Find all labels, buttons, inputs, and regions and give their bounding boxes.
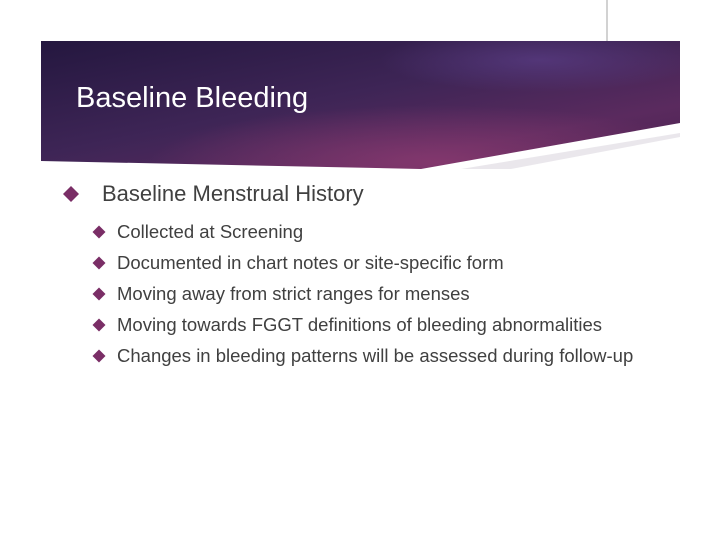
heading-bullet-item <box>62 181 364 207</box>
list-item-text: Changes in bleeding patterns will be assessed during follow-up <box>117 344 634 366</box>
list-item-text: Collected at Screening <box>117 220 304 242</box>
diamond-icon <box>62 185 80 203</box>
content-heading: Baseline Menstrual History <box>102 181 364 206</box>
sub-bullet-list <box>92 216 633 371</box>
decorative-line <box>606 0 608 41</box>
list-item-text: Moving away from strict ranges for menses <box>117 282 470 304</box>
diamond-icon <box>92 256 106 270</box>
diamond-icon <box>92 225 106 239</box>
list-item <box>92 340 633 371</box>
diamond-icon <box>92 287 106 301</box>
list-item-text: Documented in chart notes or site-specific form <box>117 251 504 273</box>
list-item <box>92 216 633 247</box>
list-item <box>92 247 633 278</box>
list-item <box>92 278 633 309</box>
diamond-icon <box>92 349 106 363</box>
slide-title: Baseline Bleeding <box>76 82 309 114</box>
list-item <box>92 309 633 340</box>
list-item-text: Moving towards FGGT definitions of bleeding abnormalities <box>117 313 603 335</box>
diamond-icon <box>92 318 106 332</box>
